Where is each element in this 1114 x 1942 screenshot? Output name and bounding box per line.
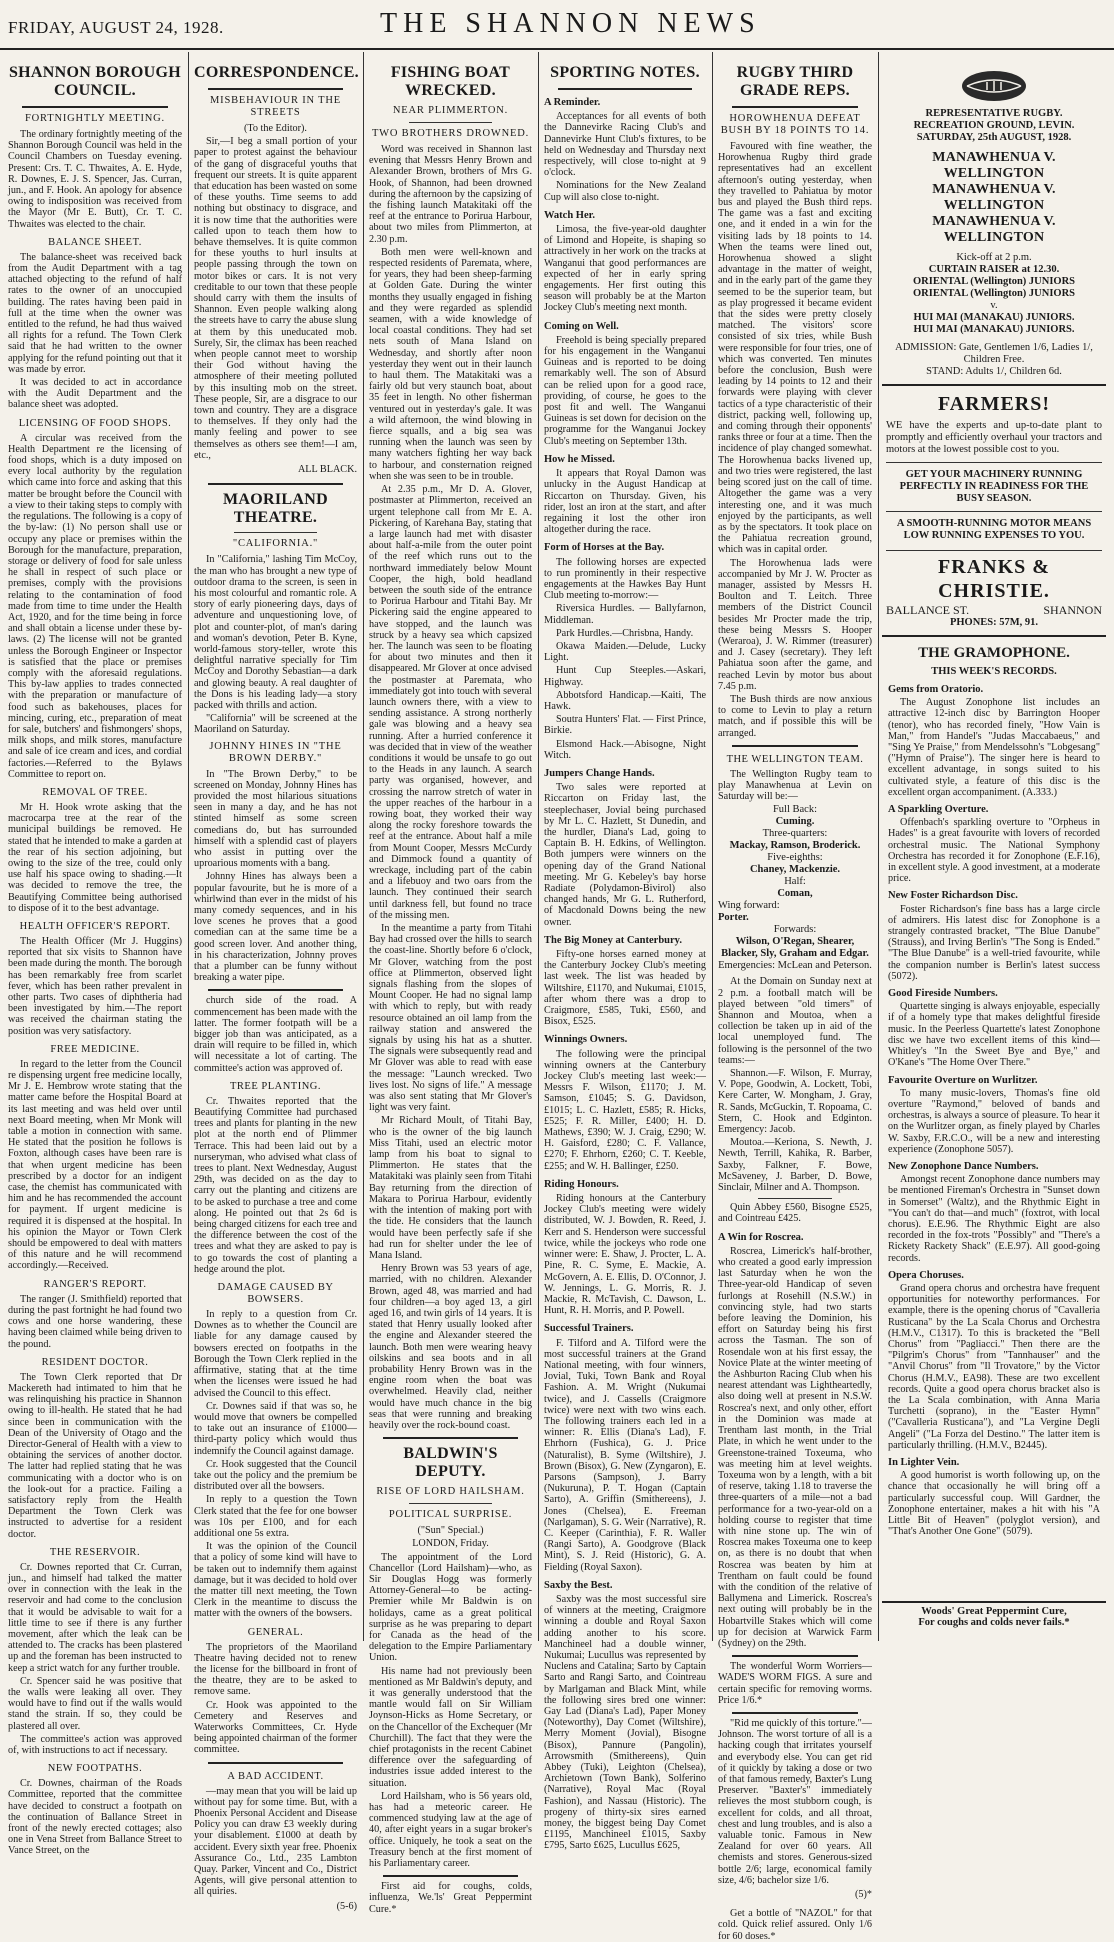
- gramophone-heading: THE GRAMOPHONE.: [918, 645, 1070, 661]
- headline-maoriland-theatre: MAORILAND THEATRE.: [223, 491, 328, 527]
- team-players: Cuming.: [775, 816, 815, 828]
- article-paragraph: At 2.35 p.m., Mr D. A. Glover, postmaster at Plimmerton, received an urgent telephone call from Mr E. A. Pickering, of Karehana Bay, stating that a large launch had met with disaster about half-a-mile from the outer point of the reef which runs out to the northward immediately below Mount Cooper, the high, bold headland between the south side of the entrance to Porirua Harbour and Titahi Bay. Mr Pickering said the engine appeared to have stopped, and the launch was struck by a heavy sea which capsized her. The launch was seen to be floating for about two minutes and then it disappeared. Mr Glover at once advised the postmaster at Paremata, who immediately got into touch with several launch owners there, with a view to sending assistance. A strong northerly gale was blowing and a heavy sea running. After a hurried conference it was decided that in view of the weather conditions it would be unsafe to go out to the Heads in any launch. A search party was organised, however, and crossing the narrow stretch of water in the upper reaches of the harbour in a rowing boat, they worked their way along the rocky foreshore towards the reef at the entrance. About half a mile from Mount Cooper, Messrs McCurdy and Dimmock found a quantity of wreckage, including part of the cabin and a lifebuoy and two oars from the launch. They continued their search until darkness fell, but found no trace of the missing men.: [369, 484, 532, 921]
- ad-heading: A BAD ACCIDENT.: [227, 1770, 324, 1782]
- section-heading: REMOVAL OF TREE.: [42, 786, 148, 798]
- headline-fishing-boat: FISHING BOAT WRECKED.: [390, 64, 511, 99]
- street: BALLANCE ST.: [886, 603, 970, 617]
- item-heading: The Big Money at Canterbury.: [544, 934, 682, 946]
- item-heading: Successful Trainers.: [544, 1323, 634, 1335]
- section-heading: LICENSING OF FOOD SHOPS.: [18, 417, 172, 429]
- team-position-label: Full Back:: [772, 804, 818, 816]
- letter-address: (To the Editor).: [244, 123, 307, 134]
- item-heading: In Lighter Vein.: [888, 1457, 960, 1468]
- item-heading: New Foster Richardson Disc.: [888, 890, 1018, 902]
- rugby-ad-ground: RECREATION GROUND, LEVIN.: [913, 120, 1075, 131]
- article-paragraph: Mr Richard Moult, of Titahi Bay, who is the owner of the big launch Miss Titahi, used an electric motor lamp from his boat to signal to Plimmerton. He states that the Matakitaki was plainly seen from Titahi Bay returning from the direction of Makara to Porirua Harbour, evidently with the intention of making port with the tide. He considers that the launch would have been perfectly safe if she had run for shelter under the lee of Mana Island.: [369, 1115, 532, 1261]
- article-paragraph: A good humorist is worth following up, on the chance that occasionally he will bring off a particularly successful coup. Will Gardner, the Zonophone entertainer, makes a hit with his "A Little Bit of Heaven" (polyglot version), and "That's Another One Gone" (5079).: [888, 1470, 1100, 1538]
- article-paragraph: It was decided to act in accordance with the Audit Department and the balance sheet was adopted.: [8, 377, 182, 411]
- article-paragraph: In "The Brown Derby," to be screened on Monday, Johnny Hines has provided the most hilarious situations seen in many a day, and he has not stinted himself as some screen comedians do, but has surrounded himself with a splendid cast of players who assist in putting over the uproarious moments with a bang.: [194, 768, 357, 870]
- article-paragraph: Cr. Hook was appointed to the Cemetery and Reserves and Waterworks Committees, Cr. Hyde being appointed chairman of the former committee.: [194, 1699, 357, 1756]
- headline-correspondence: CORRESPONDENCE.: [194, 64, 359, 81]
- advert-line: Woods' Great Peppermint Cure,: [921, 1606, 1067, 1617]
- advert-line: For coughs and colds never fails.*: [918, 1617, 1070, 1628]
- article-paragraph: The committee's action was approved of, with instructions to act if necessary.: [8, 1733, 182, 1756]
- rugby-ad-kickoff: Kick-off at 2 p.m.: [956, 252, 1032, 263]
- article-paragraph: Henry Brown was 53 years of age, married, with no children. Alexander Brown, aged 48, was married and had four children—a boy aged 13, a girl aged 16, and twin girls of 14 years. It is stated that Henry usually looked after the engine and Alexander steered the launch. Both men were wearing heavy oilskins and sea boots and in all probability Henry Brown was in the engine room when the boat was overwhelmed. Heavily clad, neither would have much chance in the big seas that were running and breaking heavily over the rock-bound coast.: [369, 1263, 532, 1431]
- masthead: [0, 0, 1114, 50]
- article-paragraph: Johnny Hines has always been a popular favourite, but he is more of a whirlwind than ever in the midst of his many comedy sequences, and in his love scenes he proves that a good comedian can at the same time be a good screen lover. And another thing, in his characterization, Johnny proves that a plumber can be funny without breaking a water pipe.: [194, 871, 357, 984]
- item-heading: Coming on Well.: [544, 320, 619, 332]
- team-players: Coman,: [777, 888, 813, 900]
- item-heading: Winnings Owners.: [544, 1034, 628, 1046]
- rugby-ad-junior-team: HUI MAI (MANAKAU) JUNIORS.: [913, 312, 1075, 323]
- gramophone-article: [886, 684, 1102, 1537]
- article-paragraph: In reply to a question from Cr. Downes as to whether the Council are liable for any damage caused by bowsers erected on footpaths in the Borough the Town Clerk replied in the affirmative, stating that at the time when the licenses were issued he had advised the Council to this effect.: [194, 1309, 357, 1399]
- letter-body: Sir,—I beg a small portion of your paper to protest against the behaviour of the gang of disgraceful youths that frequent our streets. It is quite apparent that education has been wasted on some of these youths. Time seems to add nothing but obstinacy to disgrace, and it is now time that the authorities were called upon to teach them how to behave themselves. It is quite common for these youths to hurl insults at people passing through the town on motor bikes or cars. It is not very creditable to our town that these people should carry with them the insults of Shannon. Even people walking along the streets have to carry the abuse slung at them by this uneducated mob. Surely, Sir, the climax has been reached when people cannot meet to worship their God without having the atmosphere of their meeting polluted by this insulting mob on the street. These people, Sir, are a disgrace to our town and country. They are a disgrace to themselves. If they only had the manly feeling and power to see themselves as others see them!—I am, etc.,: [194, 136, 357, 461]
- farmers-ad-title: FARMERS!: [937, 393, 1051, 415]
- divider: [409, 122, 492, 123]
- divider: [383, 1875, 518, 1877]
- column-fishing-boat: [369, 58, 532, 1915]
- team-position-label: Three-quarters:: [762, 828, 828, 840]
- gramophone-subheading: THIS WEEK'S RECORDS.: [931, 666, 1057, 677]
- rugby-ad-admission: ADMISSION: Gate, Gentlemen 1/6, Ladies 1/, Children Free.: [895, 342, 1093, 365]
- section-heading: BALANCE SHEET.: [48, 236, 142, 248]
- divider: [208, 88, 343, 90]
- article-paragraph: Acceptances for all events of both the Dannevirke Racing Club's and Dannevirke Hunt Club's fixtures, to be held on Wednesday and Thursday next respectively, will close to-night at 9 o'clock.: [544, 111, 706, 179]
- article-paragraph: The Health Officer (Mr J. Huggins) reported that six visits to Shannon have been made during the month. The borough has been remarkably free from scarlet fever, which has been rather prevalent in other parts. Two cases of diphtheria had been investigated by him.—The report was received the chairman stating the position was very satisfactory.: [8, 936, 182, 1037]
- race-tip: Park Hurdles.—Chrisbna, Handy.: [556, 627, 694, 639]
- race-tip: Okawa Maiden.—Delude, Lucky Light.: [544, 640, 706, 664]
- article-paragraph: Mr H. Hook wrote asking that the macrocarpa tree at the rear of the municipal buildings be removed. He stated that he intended to make a garden at the rear of his section adjoining, but owing to the size of the tree, could only use half his space owing to shading.—It was decided to remove the tree, the Beautifying Committee being authorised to dispose of it to the best advantage.: [8, 801, 182, 914]
- rugby-ad-title: REPRESENTATIVE RUGBY.: [925, 108, 1063, 119]
- item-heading: A Reminder.: [544, 97, 601, 108]
- franks-christie-name: FRANKS & CHRISTIE.: [886, 550, 1102, 603]
- article-paragraph: Moutoa.—Keriona, S. Newth, J. Newth, Terrill, Kahika, R. Barber, Saxby, Falkner, F. Bowe, McSaveney, J. Barber, D. Bowe, Sinclair, Milner and A. Thompson.: [718, 1137, 872, 1194]
- article-paragraph: Limosa, the five-year-old daughter of Limond and Hopeite, is shaping so attractively in her work on the tracks at Wanganui that good performances are expected of her in early spring engagements. Her first outing this season will probably be at the Marton Jockey Club's meeting next month.: [544, 224, 706, 314]
- town: SHANNON: [1043, 603, 1102, 617]
- franks-christie-address: [886, 603, 1102, 617]
- article-paragraph: The balance-sheet was received back from the Audit Department with a tag attached objecting to the refund of half rates to the owner of an unoccupied building. The rates having been paid in full at the time when the owner was entitled to the refund, he had thus waived all rights for a refund. The Town Clerk said that he had written to the owner applying for the refund pointing out that it was made by error.: [8, 251, 182, 375]
- section-heading: RANGER'S REPORT.: [43, 1278, 147, 1290]
- column-rule: [538, 52, 539, 1641]
- article-paragraph: Riding honours at the Canterbury Jockey Club's meeting were widely distributed, W. J. Bowden, R. Reed, J. Kerr and S. Henderson were successful twice, while the jockeys who rode one winner were: E. Shaw, J. Procter, L. A. Pine, R. C. Syme, E. Mackie, A. McGovern, A. E. Ellis, D. O'Connor, J. W. Jennings, L. G. Morris, R. J. Mackie, R. McTavish, C. Dawson, L. Hunt, R. H. Morris, and P. Powell.: [544, 1193, 706, 1317]
- article-paragraph: church side of the road. A commencement has been made with the latter. The former footpath will be a bigger job than was anticipated, as a drain will require to be filled in, which will necessitate a lot of carting. The committee's action was approved of.: [194, 995, 357, 1074]
- item-heading: Gems from Oratorio.: [888, 684, 984, 695]
- team-position-label: Wing forward:: [718, 900, 780, 912]
- column-rugby: [718, 58, 872, 1942]
- column-rule: [878, 52, 879, 1641]
- franks-christie-phones: PHONES: 57M, 91.: [949, 617, 1039, 628]
- subhead: FORTNIGHTLY MEETING.: [25, 113, 165, 124]
- team-players: Wilson, O'Regan, Shearer, Blacker, Sly, Graham and Edgar.: [721, 936, 869, 960]
- headline-sporting-notes: SPORTING NOTES.: [550, 64, 700, 81]
- team-position-label: Half:: [784, 876, 806, 888]
- team-players: Porter.: [718, 912, 749, 924]
- article-paragraph: Roscrea, Limerick's half-brother, who created a good early impression last Saturday when he won the Three-year-old Handicap of seven furlongs at Rosehill (N.S.W.) in convincing style, had two starts before leaving the Dominion, his effort on Saturday being his first across the Tasman. The son of Rosendale won at his first essay, the Novice Plate at the winter meeting of the Ashburton Racing Club when his nearest attendant was Lightheartedly, also doing well at present in N.S.W. Roscrea's next, and only other, effort in the Dominion was made at Trentham last month, in the Trial Plate, in which he went under to the Greenstone-trained Toxeuma, who was meeting him at level weights. Toxeuma won by a length, with a bit of reserve, taking 1.18 to traverse the three-quarters of a mile—not a bad performance for a two-year-old on a holding course to register that time with nine stone up. The win of Roscrea makes Toxeuma one to keep on, as there is no doubt that when Roscrea was beaten by him at Trentham on fault could be found with the condition of the relative of Ballymena and Limerick. Roscrea's next outing will probably be in the Hobartville Stakes which will come up for decision at Warwick Farm (Sydney) on the 29th.: [718, 1245, 872, 1649]
- divider: [208, 1762, 343, 1764]
- subhead: TWO BROTHERS DROWNED.: [371, 128, 530, 139]
- divider: [409, 1503, 492, 1504]
- item-heading: Favourite Overture on Wurlitzer.: [888, 1074, 1038, 1086]
- article-paragraph: Quin Abbey £560, Bisogne £525, and Cointreau £425.: [718, 1202, 872, 1225]
- rugby-ad-match: MANAWHENUA V. WELLINGTON: [932, 214, 1056, 245]
- divider: [732, 745, 858, 747]
- divider: [732, 106, 858, 108]
- column-rule: [363, 52, 364, 1641]
- item-heading: A Sparkling Overture.: [888, 804, 989, 816]
- article-paragraph: The following horses are expected to run prominently in their respective engagements at the Hawkes Bay Hunt Club meeting to-morrow:—: [544, 556, 706, 602]
- farmers-advert: [882, 384, 1106, 635]
- article-paragraph: The Horowhenua lads were accompanied by Mr J. W. Procter as manager, assisted by Messrs H. Boulton and T. Leitch. Three members of the District Council besides Mr Procter made the trip, these being Messrs S. Hooper (Weraroa), J. W. Rimmer (treasurer) and J. Casey (secretary). They left Pahiatua soon after the game, and reached Levin by motor bus about 7.45 p.m.: [718, 557, 872, 692]
- subhead: MISBEHAVIOUR IN THE STREETS: [210, 95, 341, 118]
- dateline: LONDON, Friday.: [412, 1538, 489, 1550]
- section-heading: GENERAL.: [247, 1626, 304, 1638]
- article-paragraph: Cr. Downes said if that was so, he would move that owners be compelled to take out an insurance of £1000—third-party policy which would thus indemnify the Council against damage.: [194, 1400, 357, 1457]
- article-paragraph: Saxby was the most successful sire of winners at the meeting, Craigmore winning a double and Royal Saxon adding another to his score. Manchineel had a double winner, Nukumai; Lucullus was represented by Nuclens and Catalina; Sarto by Captain Sarto and Rangi Sarto, and Cointreau by Marlgaman and Black Mint, while the following sires bred one winner: Gay Lad (Diana's Lad), Paper Money (Noteworthy), Day Comet (Wiltshire), Merry Moment (Jovial), Bisogne (Bisox), Pannure (Pangolin), Arrowsmith (Smithereens), Quin Abbey (Tuki), Leighton (Chelsea), Archietown (Town Bank), Solferino (Narrative), Royal Mac (Royal Fashion), and Nassau (Historic). The progeny of thirty-six sires earned money, the biggest being Day Comet £1195, Manchineel £1015, Saxby £795, Sarto £625, Lucullus £625,: [544, 1593, 706, 1852]
- article-paragraph: Two sales were reported at Riccarton on Friday last, the steeplechaser, Jovial being purchased by Mr L. C. Hazlett, St Dunedin, and the hurdler, Diana's Lad, going to Captain B. H. Edkins, of Wellington. Both jumpers were winners on the opening day of the Grand National meeting. Mr G. Kebeley's bay horse Radiate (Polydamon-Bivirol) also changed hands, Mr G. L. Rutherford, of Macdonald Downs being the new owner.: [544, 782, 706, 928]
- article-paragraph: F. Tilford and A. Tilford were the most successful trainers at the Grand National meeting, with four winners, Jovial, Tuki, Town Bank and Royal Fashion. A. M. Wright (Nukumai twice), and J. Cassells (Craigmore twice) were next with two wins each. The following trainers each led in a winner: R. Ellis (Diana's Lad), F. Ehrhorn (Fushica), G. J. Price (Naturalist), B. Syme (Wiltshire), J. Brown (Bisox), G. New (Zyngaron), E. Parsons (Sampson), J. Barry (Nukuruna), P. T. Hogan (Captain Sarto), A. Griffin (Smithereens), J. Jones (Chelsea), E. Freeman (Narlgaman), S. G. Weir (Narrative), R. C. Keeper (Carinthia), F. R. Waller (Rangi Sarto), A. Goodgrove (Black Mint), S. J. Reid (Historic), G. A. Fielding (Royal Saxon).: [544, 1337, 706, 1573]
- subhead: JOHNNY HINES IN "THE BROWN DERBY.": [209, 740, 342, 764]
- item-heading: Jumpers Change Hands.: [544, 767, 655, 779]
- article-paragraph: In reply to a question the Town Clerk stated that the fee for one bowser was 10s per £100, and for each additional one 5s extra.: [194, 1494, 357, 1539]
- item-heading: New Zonophone Dance Numbers.: [888, 1160, 1039, 1172]
- article-paragraph: His name had not previously been mentioned as Mr Baldwin's deputy, and it was generally understood that the mantle would fall on Sir William Joynson-Hicks as Home Secretary, or on the Chancellor of the Exchequer (Mr Churchill). The fact that they were the chief protagonists in the recent Cabinet difference over the safeguarding of industries issue added interest to the situation.: [369, 1665, 532, 1789]
- divider: [208, 989, 343, 991]
- column-rule: [712, 52, 713, 1641]
- article-paragraph: A circular was received from the Health Department re the licensing of food shops, which is a duty imposed on every local authority by the regulation which came into force and asking that this matter be brought before the Council with a view to their taking steps to comply with the regulations. The following is a copy of the by-law: (1) No person shall use or occupy any place or premises within the Borough for the manufacture, preparation, storage or delivery of food for sale unless he shall in respect of such place or premises, comply with the provisions relating to the contamination of food made from time to time under the Health Act, 1920, and for the time being in force and shall obtain a license under these by-laws. (2) The license will not be granted unless the Borough Engineer or Inspector is satisfied that the place or premises comply with the aforesaid regulations. This by-law applies to trades connected with the preparation or manufacture of food such as bakehouses, places for mincing, curing, etc., preparation of meat for sale, butchers' and fishmongers' shops, milk shops, and milk stores, manufacture and sale of ice cream and ices, and cordial factories.—Referred to the Bylaws Committee to report on.: [8, 432, 182, 780]
- farmers-ad-headline: GET YOUR MACHINERY RUNNING PERFECTLY IN READINESS FOR THE BUSY SEASON.: [899, 469, 1089, 504]
- article-paragraph: Offenbach's sparkling overture to "Orpheus in Hades" is a great favourite with lovers of recorded orchestral music. The National Symphony Orchestra has recorded it for Zonophone (E.F.16), in excellent style. A good investment, at a moderate price.: [888, 817, 1100, 885]
- article-paragraph: Grand opera chorus and orchestra have frequent opportunities for noteworthy performances. For example, there is the opening chorus of "Cavalleria Rusticana" by the La Scala Chorus and Orchestra (H.M.V., C1317). To this is bracketed the "Bell Chorus" from "Pagliacci." Then there are the "Pilgrim's Chorus" from "Tannhauser" and the "Anvil Chorus" from "Il Trovatore," by the Victor Chorus (H.M.V., EA98). These are two excellent records. Quite a good opera chorus bracket also is the La Scala combination, with Anna Maria Turchetti (soprano), in the "Easter Hymn" ("Cavalleria Rusticana"), and "La Vergine Degli Angeli" ("La Forza del Destino." The latter item is particularly thrilling. (H.M.V., B2445).: [888, 1282, 1100, 1451]
- item-heading: Form of Horses at the Bay.: [544, 542, 665, 554]
- rugby-advert: [882, 58, 1106, 384]
- subhead: "CALIFORNIA.": [232, 538, 319, 550]
- section-heading: HEALTH OFFICER'S REPORT.: [19, 921, 171, 932]
- article-paragraph: In "California," lashing Tim McCoy, the man who has brought a new type of outdoor drama to the screen, is seen in his most colourful and romantic role. A story of early pioneering days, days of adventure and unquestioning love, of plot and counter-plot, of man's daring and woman's devotion, Peter B. Kyne, world-famous story-teller, wrote this delightful narrative specially for Tim McCoy and Dorothy Sebastian—a dark and glowing beauty. A real daughter of the Dons is his leading lady—a story packed with thrills and action.: [194, 554, 357, 711]
- article-paragraph: Nominations for the New Zealand Cup will also close to-night.: [544, 180, 706, 203]
- rugby-ad-junior-team: ORIENTAL (Wellington) JUNIORS: [913, 288, 1075, 299]
- article-paragraph: Cr. Hook suggested that the Council take out the policy and the premium be distributed over all the bowsers.: [194, 1458, 357, 1493]
- column-rule: [188, 52, 189, 1641]
- divider: [208, 483, 343, 485]
- lung-preserver-advert: "Rid me quickly of this torture."—Johnson. The worst torture of all is a hacking cough that irritates yourself and everybody else. You can get rid of it quickly by taking a dose or two of that famous remedy, Baxter's Lung Preserver. "Baxter's" immediately relieves the most stubborn cough, is excellent for colds, and all throat, chest and lung troubles, and is also a valuable tonic. Famous in New Zealand for over 60 years. All chemists and stores. Generous-sized bottle 2/6; large, economical family size, 4/6; bachelor size 1/6.: [718, 1717, 872, 1886]
- divider: [732, 1712, 858, 1714]
- article-paragraph: To many music-lovers, Thomas's fine old overture "Raymond," beloved of bands and orchestras, is always a source of pleasure. To hear it on the Wurlitzer organ, as finely played by Charles W. Saxby, F.R.C.O., will be a new and interesting experience (Zonophone 5057).: [888, 1087, 1100, 1155]
- wire-credit: ("Sun" Special.): [417, 1525, 484, 1537]
- subhead: NEAR PLIMMERTON.: [392, 105, 509, 116]
- rugby-ad-match: MANAWHENUA V. WELLINGTON: [932, 150, 1056, 181]
- article-paragraph: "California" will be screened at the Maoriland on Saturday.: [194, 713, 357, 736]
- article-paragraph: Lord Hailsham, who is 56 years old, has had a meteoric career. He commenced studying law at the age of 40, after eight years in a sugar broker's office. Uniquely, he took a seat on the Treasury bench at the first moment of his Parliamentary career.: [369, 1790, 532, 1870]
- article-paragraph: In regard to the letter from the Council re dispensing urgent free medicine locally, Mr J. E. Hembrow wrote stating that the matter came before the Hospital Board at its last meeting and was held over until next Board meeting, when Mr Monk will table a motion in connection with same. He stated that the position he follows is Foxton, although cases have been rare is that when urgent medicine has been prescribed by a doctor for an indigent case, the chemist has communicated with him and he has recommended the account for payment. If urgent medicine is required it is dispensed at the hospital. In his opinion the Mayor or Town Clerk should be empowered to deal with matters of this nature and he will recommend accordingly.—Received.: [8, 1058, 182, 1272]
- item-heading: Watch Her.: [544, 209, 595, 221]
- team-position-label: Five-eighths:: [767, 852, 823, 864]
- advertisements-column: [882, 58, 1106, 1628]
- divider: [383, 1437, 518, 1439]
- race-tip: Abbotsford Handicap.—Kaiti, The Hawk.: [544, 689, 706, 712]
- article-paragraph: Freehold is being specially prepared for his engagement in the Wanganui Guineas and is reported to be doing remarkably well. The son of Absurd can be relied upon for a good race, providing, of course, he goes to the post fit and well. The Wanganui Guineas is set down for decision on the programme for the Wanganui Jockey Club's meeting on September 13th.: [544, 334, 706, 447]
- article-paragraph: Cr. Thwaites reported that the Beautifying Committee had purchased trees and plants for planting in the new plot at the north end of Plimmer Terrace. This had been laid out by a nurseryman, who advised what class of trees to plant. Next Wednesday, August 29th, was decided on as the day to carry out the planting and citizens are to be asked to purchase a tree and come along. He pointed out that 2s 6d is being charged citizens for each tree and the difference between the cost of the trees and what they are asked to pay is to go towards the cost of planting a hedge around the plot.: [194, 1095, 357, 1275]
- column-correspondence: [194, 58, 359, 1912]
- divider: [234, 532, 317, 533]
- gramophone-section: [882, 635, 1106, 1545]
- subhead: HOROWHENUA DEFEAT BUSH BY 18 POINTS TO 14.: [720, 113, 870, 136]
- article-paragraph: Foster Richardson's fine bass has a large circle of admirers. His latest disc for Zonophone is a strangely contrasted bracket, "The Blue Danube" (Strauss), and Irving Berlin's "The Song is Ended." "The Blue Danube" is a well-tried favourite, while the companion number is Berlin's latest success (5072).: [888, 903, 1100, 982]
- article-paragraph: In the meantime a party from Titahi Bay had crossed over the hills to search the coast-line. Shortly before 6 o'clock, Mr Glover, watching from the post office at Plimmerton, observed light signals flashing from the slopes of Mount Cooper. He had no signal lamp with which to reply, but with ready resource obtained an oil lamp from the railway station and answered the signals by using his hat as a shutter. The signals were subsequently read and Mr Glover was able to read with ease the message: "Launch wrecked. Two lives lost. No signs of life." A message was also sent stating that Mr Glover's light was very faint.: [369, 923, 532, 1114]
- article-paragraph: The appointment of the Lord Chancellor (Lord Hailsham)—who, as Sir Douglas Hogg was formerly Attorney-General—to be acting-Premier while Mr Baldwin is on holidays, came as a great political surprise as he was preparing to depart for Canada as the head of the delegation to the Empire Parliamentary Union.: [369, 1551, 532, 1664]
- rugby-ad-junior-team: HUI MAI (MANAKAU) JUNIORS.: [913, 324, 1075, 335]
- rugby-ad-stand: STAND: Adults 1/, Children 6d.: [926, 366, 1062, 377]
- item-heading: A Win for Roscrea.: [718, 1231, 804, 1243]
- article-paragraph: Both men were well-known and respected residents of Paremata, where, for years, they had been sheep-farming at Golden Gate. During the winter months they usually engaged in fishing and they were regarded as splendid seamen, with a wide knowledge of local coastal conditions. They had set nets south of Mana Island on Wednesday, and shortly after noon yesterday they went out in their launch to haul them. The Matakitaki was a fairly old but very staunch boat, about 35 feet in length. No other fisherman ventured out in yesterday's gale. It was a wild afternoon, the wind blowing in fierce squalls, and a big sea was running when the launch was seen by many watchers fighting her way back to harbour, and consternation reigned when she was seen to be in trouble.: [369, 246, 532, 482]
- section-heading: TREE PLANTING.: [230, 1080, 321, 1092]
- section-heading: RESIDENT DOCTOR.: [41, 1356, 149, 1368]
- article-paragraph: The August Zonophone list includes an attractive 12-inch disc by Barrington Hooper (tenor), who has recorded finely, "How Vain is Man," from Handel's "Judas Maccabaeus," and "Sing Ye Praise," from Mendelssohn's "Lobgesang" ("Hymn of Praise"). The singer here is heard to excellent advantage, in songs suited to his cultivated style, a feature of this disc is the excellent organ accompaniment. (A.333.): [888, 697, 1100, 798]
- item-heading: Opera Choruses.: [888, 1269, 964, 1281]
- farmers-ad-headline: A SMOOTH-RUNNING MOTOR MEANS LOW RUNNING EXPENSES TO YOU.: [896, 518, 1092, 541]
- rugby-ad-curtain-raiser: CURTAIN RAISER at 12.30.: [928, 264, 1060, 275]
- team-players: Mackay, Ramson, Broderick.: [729, 840, 861, 852]
- article-paragraph: At the Domain on Sunday next at 2 p.m. a football match will be played between "old timers" of Shannon and Moutoa, when a collection be taken up in aid of the local unemployed fund. The following is the personnel of the two teams:—: [718, 976, 872, 1066]
- peppermint-advert: First aid for coughs, colds, influenza, We.'ls' Great Peppermint Cure.*: [369, 1881, 532, 1915]
- article-paragraph: Cr. Downes reported that Cr. Curran, jun., and himself had talked the matter over in connection with the leak in the reservoir and had come to the conclusion that it would be advisable to wait for a little time to see if there is any further movement, after which the leak can be attended to. The cracks has been plastered up and the foreman has been instructed to keep a strict watch for any further trouble.: [8, 1561, 182, 1674]
- article-paragraph: Amongst recent Zonophone dance numbers may be mentioned Fireman's Orchestra in "Sunset down in Somerset" (Waltz), and the Rhythmic Eight in "You can't do that—and much" (foxtrot, with local chorus). E.E.96. The Rhythmic Eight are also recorded in the fox-trots "Possibly" and "There's a Rickety Rackety Shack" (E.E.97). All good-going records.: [888, 1174, 1100, 1264]
- column-sporting-notes: [544, 58, 706, 1852]
- item-heading: Riding Honours.: [544, 1178, 619, 1190]
- article-paragraph: Shannon.—F. Wilson, F. Murray, V. Pope, Goodwin, A. Lockett, Tobi, Kere Carter, W. Mongham, J. Gray, R. Sands, McGuckin, T. Ropoama, C. Stern, C. Hook and Edginton. Emergency: Jacob.: [718, 1068, 872, 1136]
- section-heading: FREE MEDICINE.: [50, 1043, 140, 1055]
- divider: [558, 88, 692, 90]
- divider: [758, 1198, 832, 1199]
- team-players: Chaney, Mackenzie.: [749, 864, 841, 876]
- newspaper-title: THE SHANNON NEWS: [380, 8, 761, 39]
- section-heading: DAMAGE CAUSED BY BOWSERS.: [217, 1282, 334, 1306]
- item-heading: Good Fireside Numbers.: [888, 988, 998, 1000]
- issue-date: FRIDAY, AUGUST 24, 1928.: [8, 18, 224, 37]
- race-tip: Elsmond Hack.—Abisogne, Night Witch.: [544, 738, 706, 761]
- section-heading: NEW FOOTPATHS.: [47, 1763, 143, 1775]
- column-council: [8, 58, 182, 1857]
- worm-figs-advert: The wonderful Worm Worriers—WADE'S WORM FIGS. A sure and certain specific for removing worms. Price 1/6.*: [718, 1661, 872, 1706]
- article-paragraph: Cr. Spencer said he was positive that the walls were leaking all over. They would have to find out if the walls would stand the strain. If so, they could be plastered all over.: [8, 1675, 182, 1732]
- team-position-label: Forwards:: [773, 924, 817, 936]
- nazol-advert: Get a bottle of "NAZOL" for that cold. Quick relief assured. Only 1/6 for 60 doses.*: [718, 1908, 872, 1942]
- article-paragraph: The Wellington Rugby team to play Manawhenua at Levin on Saturday will be:—: [718, 768, 872, 803]
- farmers-ad-text: WE have the experts and up-to-date plant to promptly and efficiently overhaul your tractors and motors at the lowest possible cost to you.: [886, 420, 1102, 455]
- section-heading: THE RESERVOIR.: [49, 1546, 141, 1558]
- article-paragraph: Quartette singing is always enjoyable, especially if of a homely type that makes delightful fireside music. In the Peerless Quartette's latest Zonophone disc we have two excellent items of this kind—Whitley's "In the Sweet Bye and Bye," and O'Kane's "The Home Over There.": [888, 1001, 1100, 1069]
- advert-ref: (5)*: [855, 1889, 872, 1901]
- subhead: POLITICAL SURPRISE.: [388, 1509, 513, 1521]
- rugby-ad-junior-team: ORIENTAL (Wellington) JUNIORS: [913, 276, 1075, 287]
- rugby-ad-match: MANAWHENUA V. WELLINGTON: [932, 182, 1056, 213]
- article-paragraph: The proprietors of the Maoriland Theatre having decided not to renew the license for the billboard in front of the theatre, they are to be asked to remove same.: [194, 1641, 357, 1698]
- divider: [732, 1655, 858, 1657]
- race-tip: Riversica Hurdles. — Ballyfarnon, Middleman.: [544, 603, 706, 626]
- article-paragraph: The Town Clerk reported that Dr Mackereth had intimated to him that he was relinquishing his practice in Shannon owing to ill-health. He stated that he had since been in communication with the Dean of the University of Otago and the Director-General of Health with a view to obtaining the services of another doctor. The latter had replied stating that he was communicating with a doctor who is on the look-out for a practice. Failing a satisfactory reply from the Health Department the Town Clerk was instructed to advertise for a resident doctor.: [8, 1371, 182, 1540]
- woods-peppermint-advert: [882, 1601, 1106, 1628]
- headline-rugby-reps: RUGBY THIRD GRADE REPS.: [736, 64, 854, 99]
- rugby-ad-versus: v.: [990, 300, 998, 311]
- article-paragraph: The ranger (J. Smithfield) reported that during the past fortnight he had found two cows and one horse wandering, these having been claimed while being driven to the pound.: [8, 1293, 182, 1350]
- race-tip: Soutra Hunters' Flat. — First Prince, Birkie.: [544, 714, 706, 737]
- section-heading: THE WELLINGTON TEAM.: [726, 753, 864, 765]
- rugby-ad-date: SATURDAY, 25th AUGUST, 1928.: [916, 132, 1072, 143]
- article-paragraph: Word was received in Shannon last evening that Messrs Henry Brown and Alexander Brown, brothers of Mrs G. Hook, of Shannon, had been drowned during the afternoon by the capsizing of the fishing launch Matakitaki off the reef at the entrance to Porirua Harbour, about two miles from Plimmerton, at 2.30 p.m.: [369, 144, 532, 245]
- race-tip: Hunt Cup Steeples.—Askari, Highway.: [544, 665, 706, 688]
- item-heading: How he Missed.: [544, 453, 615, 465]
- article-paragraph: Favoured with fine weather, the Horowhenua Rugby third grade representatives had an excellent afternoon's outing yesterday, when they travelled to Pahiatua by motor bus and played the Bush third reps. The game was a fast and exciting one, and it ended in a win for the visiting lads by 18 points to 14. When the teams were lined out, Horowhenua showed a slight advantage in the matter of weight, and in the early part of the game they seemed to be the superior team, but as play progressed it became evident that the sides were pretty closely matched. The visitors' score consisted of six tries, while Bush were responsible for four tries, one of which was converted. Ten minutes before the conclusion, Bush were leading by 14 points to 12 and their forwards were playing with clever tactics of a type characteristic of their district, packing well, following up, and coming through their opponents' ranks three or four at a time. Then the incidence of play changed somewhat. The Horowhenua backs livened up, and two tries were registered, the last being scored just on the call of time. Altogether the game was a very interesting one, and it was much enjoyed by the participants, as well as by the spectators. It took place on the Pahiatua recreation ground, which was in capital order.: [718, 141, 872, 556]
- article-paragraph: Cr. Downes, chairman of the Roads Committee, reported that the committee have decided to construct a footpath on the continuation of Ballance Street in front of the newly erected cottages; also one in Vena Street from Ballance Street to Vance Street, on the: [8, 1778, 182, 1857]
- advert-ref: (5-6): [336, 1900, 357, 1912]
- article-paragraph: The ordinary fortnightly meeting of the Shannon Borough Council was held in the Council Chambers on Tuesday evening. Present: Crs. T. C. Thwaites, A. E. Hyde, R. Downes, E. J. S. Spencer, Jas. Curran, jun., and F. Hook. An apology for absence owing to indisposition was received from the Mayor (Mr E. Butt), Cr. T. C. Thwaites was elected to the chair.: [8, 129, 182, 230]
- item-heading: Saxby the Best.: [544, 1579, 613, 1591]
- headline-baldwins-deputy: BALDWIN'S DEPUTY.: [403, 1445, 498, 1481]
- subhead: RISE OF LORD HAILSHAM.: [376, 1486, 525, 1498]
- headline-borough-council: SHANNON BOROUGH COUNCIL.: [8, 64, 182, 99]
- rugby-ball-icon: [959, 68, 1029, 104]
- divider: [22, 106, 168, 108]
- insurance-advert: —may mean that you will be laid up without pay for some time. But, with a Phoenix Personal Accident and Disease Policy you can draw £3 weekly during your disablement. £1000 at death by accident. Every sixth year free. Phoenix Assurance Co., Ltd., 235 Lambton Quay. Parker, Vincent and Co., District Agents, will give personal attention to all quiries.: [194, 1785, 357, 1898]
- article-paragraph: It appears that Royal Damon was unlucky in the August Handicap at Riccarton on Thursday. Given, his rider, lost an iron at the start, and after regaining it lost the other iron altogether during the race.: [544, 468, 706, 536]
- team-emergencies: Emergencies: McLean and Peterson.: [718, 960, 872, 972]
- article-paragraph: The following were the principal winning owners at the Canterbury Jockey Club's meeting last week:—Messrs F. Wilson, £1170; J. M. Samson, £1045; S. G. Davidson, £1015; L. C. Hazlett, £585; R. Hicks, £525; F. R. Miller, £400; H. D. Mathews, £390; W. J. Craig, £290; W. H. Gaisford, £280; C. F. Vallance, £270; F. Ehrhorn, £260; C. T. Keeble, £255; and W. H. Ballinger, £250.: [544, 1048, 706, 1172]
- article-paragraph: Fifty-one horses earned money at the Canterbury Jockey Club's meeting last week. The list was headed by Wiltshire, £1170, and Nukumai, £1015, after whom there was a drop to Craigmore, £585, Tuki, £560, and Bisox, £525.: [544, 949, 706, 1028]
- letter-signature: ALL BLACK.: [297, 464, 357, 476]
- article-paragraph: The Bush thirds are now anxious to come to Levin to play a return match, and if possible this will be arranged.: [718, 693, 872, 739]
- article-paragraph: It was the opinion of the Council that a policy of some kind will have to be taken out to indemnify them against damage, but it was decided to hold over the matter till next meeting, the Town Clerk in the meantime to discuss the matter with the owners of the bowsers.: [194, 1541, 357, 1620]
